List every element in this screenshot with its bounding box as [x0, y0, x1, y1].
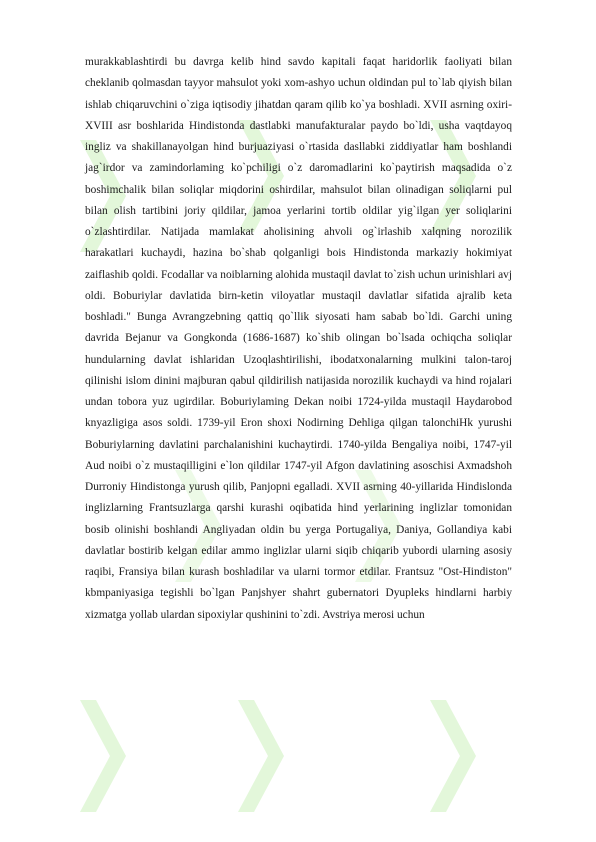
watermark-chevron-icon	[238, 700, 284, 812]
watermark-chevron-icon	[80, 700, 126, 812]
body-paragraph: murakkablashtirdi bu davrga kelib hind savdo kapitali faqat haridorlik faoliyati bilan cheklanib qolmasdan tayyor mahsulot yoki xom-ashyo uchun oldindan pul to`lab qiyish bilan ishlab chiqaruvchini o`ziga iqtisodiy jihatdan qaram qilib ko`ya boshladi. XVII asrning oxiri-XVIII asr boshlarida Hindistonda dastlabki manufakturalar paydo bo`ldi, usha vaqtdayoq ingliz va shakillanayolgan hind burjuaziyasi o`rtasida dasllabki ziddiyatlar ham boshlandi jag`irdor va zamindorlaming ko`pchiligi o`z daromadlarini ko`paytirish maqsadida o`z boshimchalik bilan soliqlar miqdorini oshirdilar, mahsulot bilan olinadigan soliqlarni pul bilan olish tartibini joriy qildilar, jamoa yerlarini tortib oldilar yig`ilgan yer soliqlarini o`zlashtirdilar. Natijada mamlakat aholisining ahvoli og`irlashib xalqning norozilik harakatlari kuchaydi, hazina bo`shab qolganligi bois Hindistonda markaziy hokimiyat zaiflashib qoldi. Fcodallar va noiblarning alohida mustaqil davlat to`zish uchun urinishlari avj oldi. Boburiylar davlatida birn-ketin viloyatlar mustaqil davlatlar sifatida ajralib keta boshladi." Bunga Avrangzebning qattiq qo`llik siyosati ham sabab bo`ldi. Garchi uning davrida Bejanur va Gongkonda (1686-1687) ko`shib olingan bo`lsada ochiqcha soliqlar hundularning davlat ishlaridan Uzoqlashtirilishi, ibodatxonalarning mulkini talon-taroj qilinishi islom dinini majburan qabul qildirilish natijasida norozilik kuchaydi va hind rojalari undan tobora yuz ugirdilar. Boburiylaming Dekan noibi 1724-yilda mustaqil Haydarobod knyazligiga asos soldi. 1739-yil Eron shoxi Nodirning Dehliga qilgan talonchiHk yurushi Boburiylarning davlatini parchalanishini kuchaytirdi. 1740-yilda Bengaliya noibi, 1747-yil Aud noibi o`z mustaqilligini e`lon qildilar 1747-yil Afgon davlatining asoschisi Axmadshoh Durroniy Hindistonga yurush qilib, Panjopni egalladi. XVII asrning 40-yillarida Hindislonda inglizlarning Frantsuzlarga qarshi kurashi oqibatida hind yerlarining inglizlar tomonidan bosib olinishi boshlandi Angliyadan oldin bu yerga Portugaliya, Daniya, Gollandiya kabi davlatlar bostirib kelgan edilar ammo inglizlar ularni siqib chiqarib yubordi ularning asosiy raqibi, Fransiya bilan kurash boshladilar va ularni tormor etdilar. Frantsuz "Ost-Hindiston" kbmpaniyasiga tegishli bo`lgan Panjshyer shahrt gubernatori Dyupleks hindlarni harbiy xizmatga yollab ulardan sipoxiylar qushinini to`zdi. Avstriya merosi uchun	[85, 56, 512, 621]
watermark-chevron-icon	[430, 700, 476, 812]
